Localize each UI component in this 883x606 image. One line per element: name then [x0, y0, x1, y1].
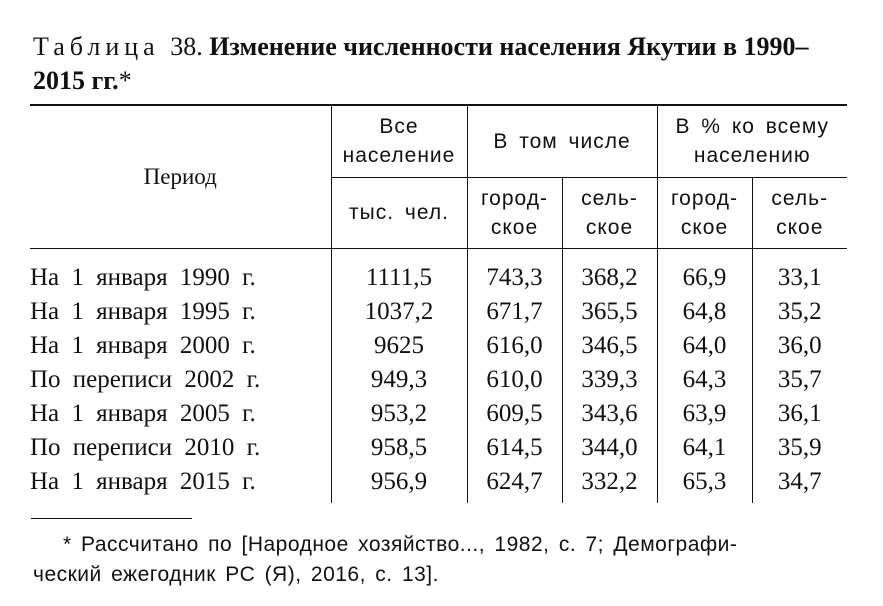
cell-rural-pct: 35,9: [752, 431, 847, 465]
cell-rural-pct: 36,1: [752, 397, 847, 431]
caption-footnote-marker: *: [118, 66, 132, 95]
table-row: [30, 261, 847, 295]
footnote-line2: ческий ежегодник РС (Я), 2016, с. 13].: [33, 563, 439, 586]
cell-urban: 671,7: [467, 295, 562, 329]
footnote-divider: [31, 518, 192, 519]
cell-rural: 343,6: [562, 397, 657, 431]
cell-period: На 1 января 2015 г.: [30, 467, 256, 495]
population-table: [30, 104, 847, 503]
cell-rural-pct: 34,7: [752, 465, 847, 499]
header-rural-line2: ское: [585, 215, 634, 239]
cell-rural-pct: 35,2: [752, 295, 847, 329]
cell-rural-pct: 33,1: [752, 261, 847, 295]
cell-rural: 368,2: [562, 261, 657, 295]
table-row: [30, 397, 847, 431]
table-row: [30, 431, 847, 465]
cell-urban-pct: 64,1: [657, 431, 752, 465]
cell-period: На 1 января 1995 г.: [30, 297, 256, 325]
cell-rural: 346,5: [562, 329, 657, 363]
header-rural-pct: [752, 177, 847, 248]
cell-urban-pct: 63,9: [657, 397, 752, 431]
cell-rural: 332,2: [562, 465, 657, 499]
header-total: [331, 105, 467, 177]
cell-total: 949,3: [331, 363, 467, 397]
cell-total: 9625: [331, 329, 467, 363]
header-urban-pct-line2: ское: [680, 215, 729, 239]
table-row: [30, 465, 847, 499]
header-urban-pct: [657, 177, 752, 248]
cell-period: По переписи 2010 г.: [30, 433, 261, 461]
header-total-line2: население: [342, 144, 456, 168]
cell-urban-pct: 65,3: [657, 465, 752, 499]
header-including: В том числе: [467, 105, 657, 177]
table-row: [30, 363, 847, 397]
cell-urban: 609,5: [467, 397, 562, 431]
cell-total: 1037,2: [331, 295, 467, 329]
cell-total: 1111,5: [331, 261, 467, 295]
header-urban: [467, 177, 562, 248]
cell-total: 958,5: [331, 431, 467, 465]
cell-rural-pct: 35,7: [752, 363, 847, 397]
caption-label: Таблица: [33, 32, 160, 61]
header-rural-pct-line1: сель-: [771, 186, 829, 210]
header-urban-line1: город-: [480, 186, 549, 210]
cell-period: На 1 января 2005 г.: [30, 399, 256, 427]
cell-urban: 614,5: [467, 431, 562, 465]
cell-rural: 365,5: [562, 295, 657, 329]
header-percent-line2: населению: [693, 144, 811, 168]
caption-title: Изменение численности населения Якутии в 1990–2015 гг.: [33, 32, 809, 95]
header-period: Период: [143, 164, 217, 190]
cell-period: На 1 января 1990 г.: [30, 263, 256, 291]
header-rural-pct-line2: ское: [776, 215, 824, 239]
cell-urban: 624,7: [467, 465, 562, 499]
header-urban-line2: ское: [490, 215, 539, 239]
cell-period: На 1 января 2000 г.: [30, 331, 256, 359]
table-row: [30, 295, 847, 329]
footnote: [33, 530, 851, 590]
cell-urban-pct: 66,9: [657, 261, 752, 295]
cell-total: 953,2: [331, 397, 467, 431]
header-percent-line1: В % ко всему: [675, 115, 830, 139]
header-units: тыс. чел.: [331, 177, 467, 248]
cell-total: 956,9: [331, 465, 467, 499]
header-total-line1: Все: [379, 115, 419, 139]
cell-period: По переписи 2002 г.: [30, 365, 261, 393]
cell-urban-pct: 64,0: [657, 329, 752, 363]
header-rural: [562, 177, 657, 248]
header-urban-pct-line1: город-: [670, 186, 739, 210]
cell-urban: 743,3: [467, 261, 562, 295]
footnote-line1: * Рассчитано по [Народное хозяйство..., 1982, с. 7; Демографи-: [63, 533, 738, 556]
table-caption: [33, 30, 853, 98]
cell-rural: 339,3: [562, 363, 657, 397]
cell-urban-pct: 64,8: [657, 295, 752, 329]
table-row: [30, 329, 847, 363]
caption-number: 38.: [170, 32, 203, 61]
cell-rural: 344,0: [562, 431, 657, 465]
cell-rural-pct: 36,0: [752, 329, 847, 363]
cell-urban: 610,0: [467, 363, 562, 397]
cell-urban-pct: 64,3: [657, 363, 752, 397]
header-rural-line1: сель-: [581, 186, 638, 210]
cell-urban: 616,0: [467, 329, 562, 363]
header-percent: [657, 105, 847, 177]
